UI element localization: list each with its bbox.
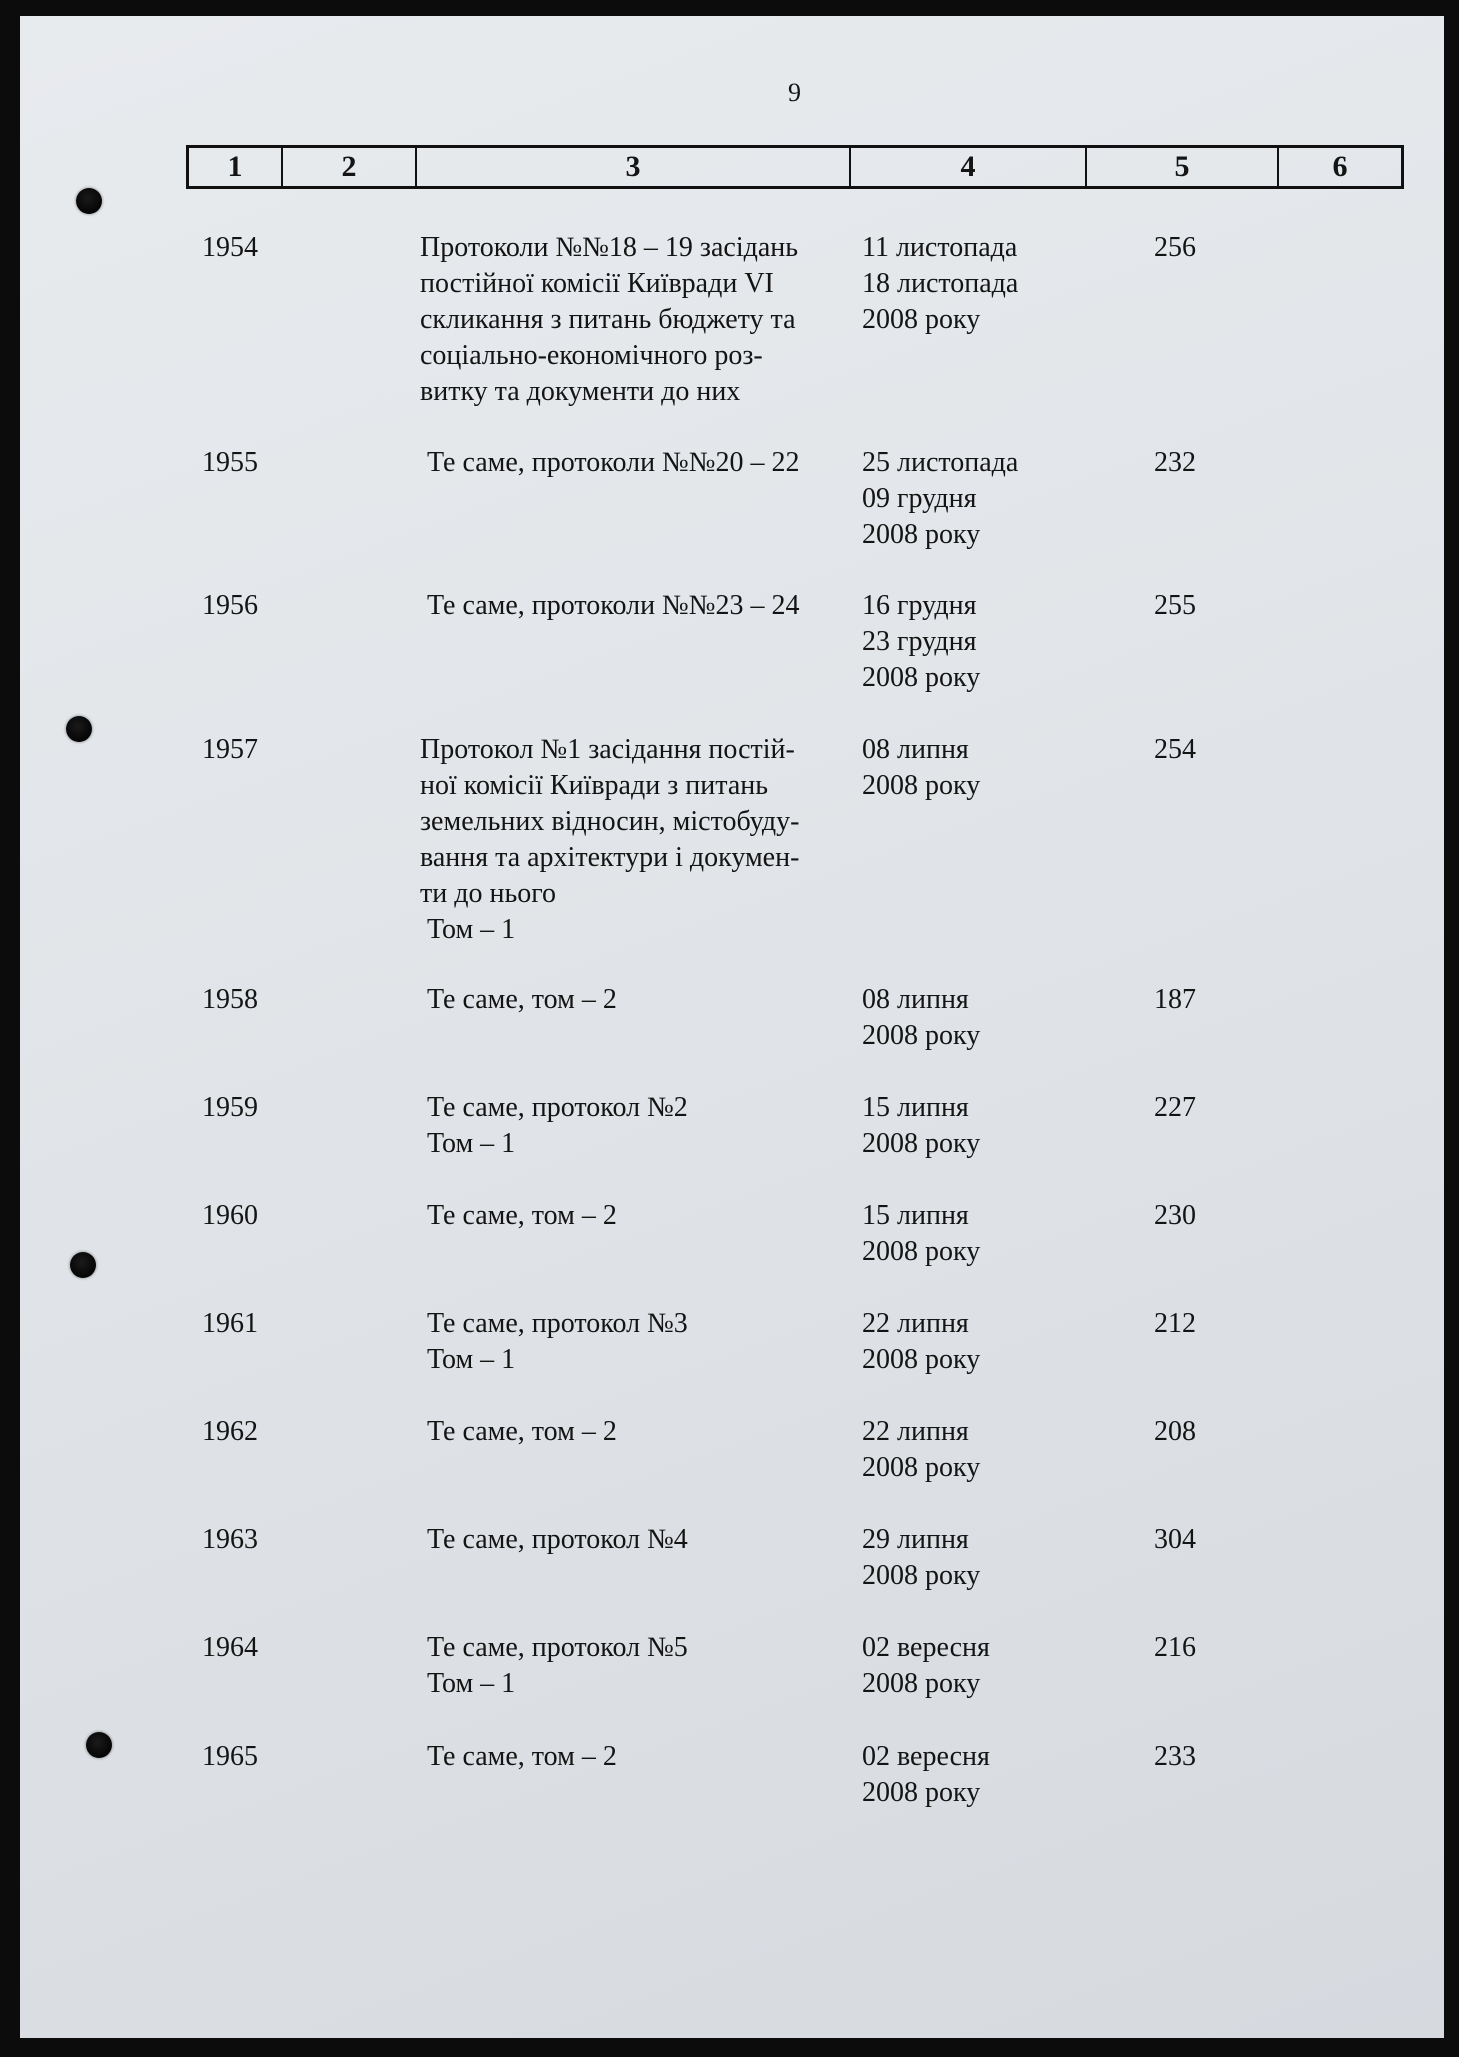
case-title-line: Те саме, протокол №4: [420, 1524, 688, 1555]
case-date-line: 2008 року: [862, 770, 981, 801]
case-number: 1961: [202, 1308, 258, 1339]
page-number: 9: [788, 78, 801, 107]
case-title-line: витку та документи до них: [420, 376, 741, 407]
case-date-line: 2008 року: [862, 1236, 981, 1267]
case-date-line: 2008 року: [862, 519, 981, 550]
column-header-5: 5: [1087, 148, 1279, 186]
case-date-line: 2008 року: [862, 1344, 981, 1375]
case-dates: [862, 1739, 1102, 1811]
document-page: [20, 16, 1444, 2038]
case-dates: [862, 1630, 1102, 1702]
sheet-count: 187: [1154, 984, 1196, 1015]
case-date-line: 2008 року: [862, 1560, 981, 1591]
case-title-line: Том – 1: [420, 1344, 516, 1375]
case-title-line: Те саме, том – 2: [420, 1741, 617, 1772]
case-number: 1960: [202, 1200, 258, 1231]
column-header-table: [186, 145, 1404, 189]
case-dates: [862, 230, 1102, 338]
case-title: [420, 1198, 860, 1234]
case-date-line: 08 липня: [862, 984, 969, 1015]
column-header-3: 3: [417, 148, 851, 186]
case-title-line: Том – 1: [420, 914, 516, 945]
case-dates: [862, 1522, 1102, 1594]
case-title-line: Протоколи №№18 – 19 засідань: [420, 232, 799, 263]
case-title-line: Том – 1: [420, 1668, 516, 1699]
case-title-line: Те саме, протоколи №№23 – 24: [420, 590, 800, 621]
case-date-line: 02 вересня: [862, 1632, 990, 1663]
case-date-line: 2008 року: [862, 662, 981, 693]
binder-hole: [76, 188, 102, 214]
case-title-line: Те саме, протокол №3: [420, 1308, 688, 1339]
case-title-line: Те саме, том – 2: [420, 1416, 617, 1447]
case-date-line: 22 липня: [862, 1416, 969, 1447]
case-title: [420, 1306, 860, 1378]
case-date-line: 11 листопада: [862, 232, 1018, 263]
binder-hole: [86, 1732, 112, 1758]
case-dates: [862, 445, 1102, 553]
sheet-count: 256: [1154, 232, 1196, 263]
case-title-line: Протокол №1 засідання постій-: [420, 734, 795, 765]
sheet-count: 227: [1154, 1092, 1196, 1123]
case-date-line: 2008 року: [862, 304, 981, 335]
case-number: 1958: [202, 984, 258, 1015]
case-title-line: вання та архітектури і докумен-: [420, 842, 800, 873]
case-title-line: Те саме, протокол №5: [420, 1632, 688, 1663]
case-dates: [862, 588, 1102, 696]
case-date-line: 15 липня: [862, 1200, 969, 1231]
binder-hole: [66, 716, 92, 742]
case-date-line: 09 грудня: [862, 483, 977, 514]
case-date-line: 2008 року: [862, 1777, 981, 1808]
case-title-line: скликання з питань бюджету та: [420, 304, 796, 335]
case-title: [420, 1630, 860, 1702]
column-header-2: 2: [283, 148, 417, 186]
column-header-6: 6: [1332, 150, 1348, 183]
binder-hole: [70, 1252, 96, 1278]
case-dates: [862, 1090, 1102, 1162]
case-title: [420, 982, 860, 1018]
case-title-line: ної комісії Київради з питань: [420, 770, 769, 801]
case-date-line: 16 грудня: [862, 590, 977, 621]
sheet-count: 254: [1154, 734, 1196, 765]
sheet-count: 208: [1154, 1416, 1196, 1447]
case-title: [420, 732, 860, 948]
case-date-line: 2008 року: [862, 1452, 981, 1483]
case-dates: [862, 982, 1102, 1054]
case-title: [420, 230, 860, 410]
case-date-line: 2008 року: [862, 1668, 981, 1699]
case-dates: [862, 1306, 1102, 1378]
case-number: 1954: [202, 232, 258, 263]
sheet-count: 230: [1154, 1200, 1196, 1231]
sheet-count: 212: [1154, 1308, 1196, 1339]
case-title: [420, 1414, 860, 1450]
column-header-1: 1: [189, 148, 283, 186]
case-title-line: Том – 1: [420, 1128, 516, 1159]
case-date-line: 2008 року: [862, 1020, 981, 1051]
case-date-line: 29 липня: [862, 1524, 969, 1555]
case-date-line: 23 грудня: [862, 626, 977, 657]
case-number: 1956: [202, 590, 258, 621]
case-number: 1962: [202, 1416, 258, 1447]
case-title-line: Те саме, том – 2: [420, 984, 617, 1015]
case-date-line: 08 липня: [862, 734, 969, 765]
case-title: [420, 1090, 860, 1162]
case-title-line: постійної комісії Київради VI: [420, 268, 774, 299]
case-number: 1963: [202, 1524, 258, 1555]
case-date-line: 22 липня: [862, 1308, 969, 1339]
case-title: [420, 588, 860, 624]
case-title: [420, 1522, 860, 1558]
case-title-line: Те саме, том – 2: [420, 1200, 617, 1231]
case-number: 1955: [202, 447, 258, 478]
sheet-count: 255: [1154, 590, 1196, 621]
case-title: [420, 1739, 860, 1775]
case-dates: [862, 732, 1102, 804]
sheet-count: 304: [1154, 1524, 1196, 1555]
case-title-line: ти до нього: [420, 878, 557, 909]
case-number: 1957: [202, 734, 258, 765]
sheet-count: 216: [1154, 1632, 1196, 1663]
case-date-line: 25 листопада: [862, 447, 1019, 478]
case-number: 1965: [202, 1741, 258, 1772]
case-title: [420, 445, 860, 481]
case-title-line: Те саме, протоколи №№20 – 22: [420, 447, 800, 478]
case-date-line: 15 липня: [862, 1092, 969, 1123]
case-date-line: 02 вересня: [862, 1741, 990, 1772]
case-title-line: соціально-економічного роз-: [420, 340, 763, 371]
sheet-count: 232: [1154, 447, 1196, 478]
case-date-line: 2008 року: [862, 1128, 981, 1159]
case-number: 1964: [202, 1632, 258, 1663]
column-header-4: 4: [851, 148, 1087, 186]
case-title-line: земельних відносин, містобуду-: [420, 806, 800, 837]
case-title-line: Те саме, протокол №2: [420, 1092, 688, 1123]
case-dates: [862, 1414, 1102, 1486]
case-dates: [862, 1198, 1102, 1270]
case-date-line: 18 листопада: [862, 268, 1019, 299]
sheet-count: 233: [1154, 1741, 1196, 1772]
case-number: 1959: [202, 1092, 258, 1123]
